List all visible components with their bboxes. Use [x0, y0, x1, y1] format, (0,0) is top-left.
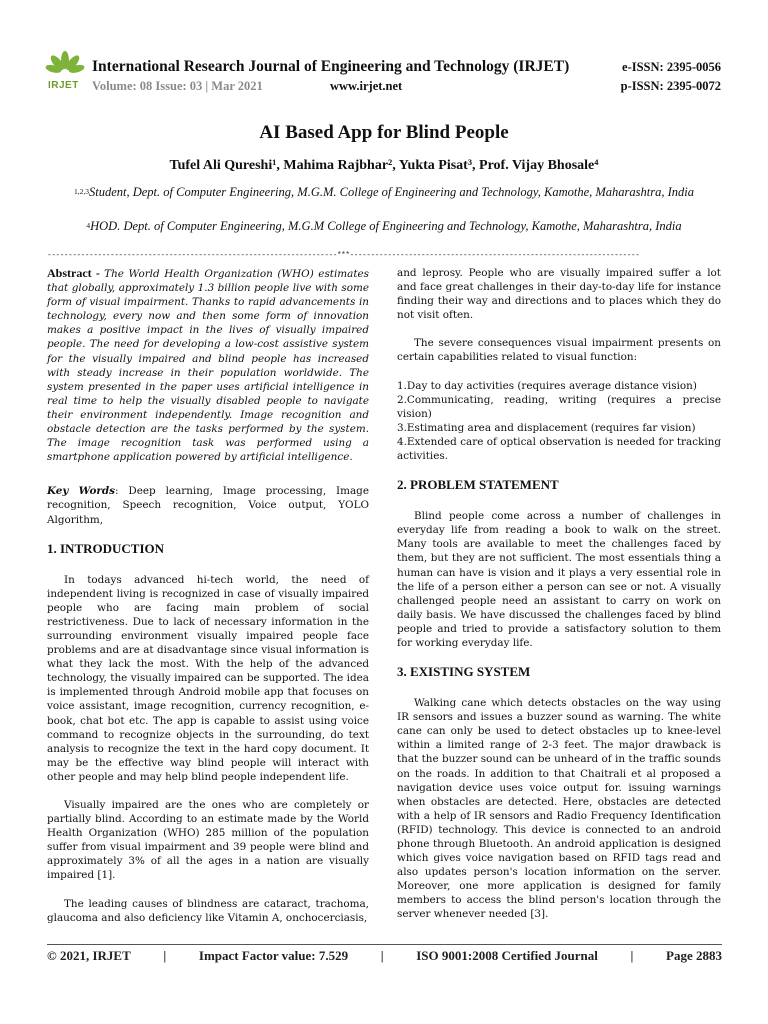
footer-separator: | [630, 948, 634, 963]
left-column [47, 266, 369, 925]
footer-impact-factor: Impact Factor value: 7.529 [198, 948, 349, 963]
list-item: 2.Communicating, reading, writing (requires a precise vision) [397, 393, 721, 420]
abstract [47, 266, 369, 464]
intro-paragraph-1: In todays advanced hi-tech world, the need of independent living is recognized in case of visually impaired people who are facing main problem of social restrictiveness. Due to lack of necessary information in the surrounding environment visually impaired people face problems and are at disadvantage since visual information is what they lack the most. With the help of the advanced technology, the visually impaired can be supported. The idea is implemented through Android mobile app that focuses on voice assistant, image recognition, currency recognition, e-book, chat bot etc. The app is capable to assist using voice command to recognize objects in the surrounding, do text analysis to recognize the text in the hard copy document. It may be the effective way blind people will interact with other people and may help blind people independent life. [47, 573, 369, 783]
existing-heading: 3. EXISTING SYSTEM [397, 664, 531, 680]
page-footer [47, 948, 722, 964]
affiliation-1-text: Student, Dept. of Computer Engineering, M.G.M. College of Engineering and Technology, Kamothe, Maharashtra, India [88, 185, 695, 199]
affiliation-2-marker: 4 [86, 221, 91, 230]
e-issn: e-ISSN: 2395-0056 [622, 60, 721, 74]
paper-title: AI Based App for Blind People [259, 122, 509, 143]
footer-separator: | [163, 948, 167, 963]
footer-page-number: Page 2883 [666, 948, 722, 963]
right-column [397, 266, 721, 922]
existing-paragraph: Walking cane which detects obstacles on the way using IR sensors and issues a buzzer sound as warning. The white cane can only be used to detect obstacles up to knee-level within a limited range of 2-3 feet. The major drawback is that the buzzer sound can be unheard of in the traffic sounds on the roads. In addition to that Chaitrali et al proposed a navigation device uses voice output for. issuing warnings when obstacles are detected. Here, obstacles are detected with a help of IR sensors and Radio Frequency Identification (RFID) technology. This device is connected to an android phone through Bluetooth. An android application is designed which gives voice navigation based on RFID tags read and also updates person's location information on the server. Moreover, one more application is designed for family members to access the blind person's location through the server whenever needed [3]. [397, 697, 721, 921]
author-list: Tufel Ali Qureshi¹, Mahima Rajbhar², Yukta Pisat³, Prof. Vijay Bhosale⁴ [169, 158, 599, 173]
affiliation-1-marker: 1,2,3 [73, 187, 89, 196]
abstract-text: The World Health Organization (WHO) estimates that globally, approximately 1.3 billion people live with some form of visual impairment. Thanks to rapid advancements in technology, every now and then some form of innovation makes a positive impact in the lives of visually impaired people. The need for developing a low-cost assistive system for the visually impaired and blind people has increased with steady increase in their population worldwide. The system presented in the paper uses artificial intelligence in real time to help the visually disabled people to navigate their environment independently. Image recognition and obstacle detection are the tasks performed by the system. The image recognition task was performed using a smartphone application powered by artificial intelligence. [47, 268, 369, 464]
keywords-text: : Deep learning, Image processing, Image recognition, Speech recognition, Voice output, YOLO Algorithm, [47, 485, 369, 526]
problem-paragraph: Blind people come across a number of challenges in everyday life from reading a book to walk on the street. Many tools are available to meet the challenges faced by them, but they are not sufficient. The most essentials thing a human can have is vision and it plays a very essential role in the life of a person either a person can see or not. A visually challenged people need an assistant to carry on work on daily basis. We have discussed the challenges faced by blind people and tried to provide a satisfactory solution to them for working everyday life. [397, 510, 721, 649]
affiliation-1 [70, 184, 698, 201]
footer-separator: | [380, 948, 384, 963]
problem-heading: 2. PROBLEM STATEMENT [397, 477, 559, 493]
keywords-label: Key Words [47, 485, 116, 498]
intro-continued: and leprosy. People who are visually impaired suffer a lot and face great challenges in their day-to-day life for instance finding their way and directions and to places which they do not visit often. [397, 267, 721, 322]
consequences-paragraph: The severe consequences visual impairment presents on certain capabilities related to visual function: [397, 337, 721, 364]
intro-paragraph-3: The leading causes of blindness are cataract, trachoma, glaucoma and also deficiency like Vitamin A, onchocerciasis, [47, 897, 369, 924]
logo-text: IRJET [48, 80, 79, 91]
journal-website: www.irjet.net [330, 79, 403, 93]
volume-issue: Volume: 08 Issue: 03 | Mar 2021 [92, 79, 263, 93]
section-separator: ---------------------------------------------------------------------***--------------------------------------------------------------------- [47, 251, 640, 260]
list-item: 4.Extended care of optical observation is needed for tracking activities. [397, 435, 721, 463]
intro-paragraph-2: Visually impaired are the ones who are completely or partially blind. According to an estimate made by the World Health Organization (WHO) 285 million of the population suffer from visual impairment and 39 people were blind and approximately 3% of all the ages in a nation are visually impaired [1]. [47, 799, 369, 882]
footer-copyright: © 2021, IRJET [47, 948, 131, 963]
abstract-label: Abstract - [47, 266, 105, 280]
p-issn: p-ISSN: 2395-0072 [620, 79, 721, 93]
footer-iso: ISO 9001:2008 Certified Journal [416, 948, 598, 963]
affiliation-2-text: HOD. Dept. of Computer Engineering, M.G.M College of Engineering and Technology, Kamothe, Maharashtra, India [90, 219, 682, 233]
journal-header [0, 0, 768, 100]
list-item: 3.Estimating area and displacement (requires far vision) [397, 421, 696, 434]
intro-heading: 1. INTRODUCTION [47, 540, 165, 556]
keywords [47, 484, 369, 526]
affiliation-2 [70, 218, 698, 235]
footer-rule [47, 944, 722, 945]
list-item: 1.Day to day activities (requires average distance vision) [397, 379, 697, 392]
journal-name: International Research Journal of Engineering and Technology (IRJET) [92, 58, 570, 75]
